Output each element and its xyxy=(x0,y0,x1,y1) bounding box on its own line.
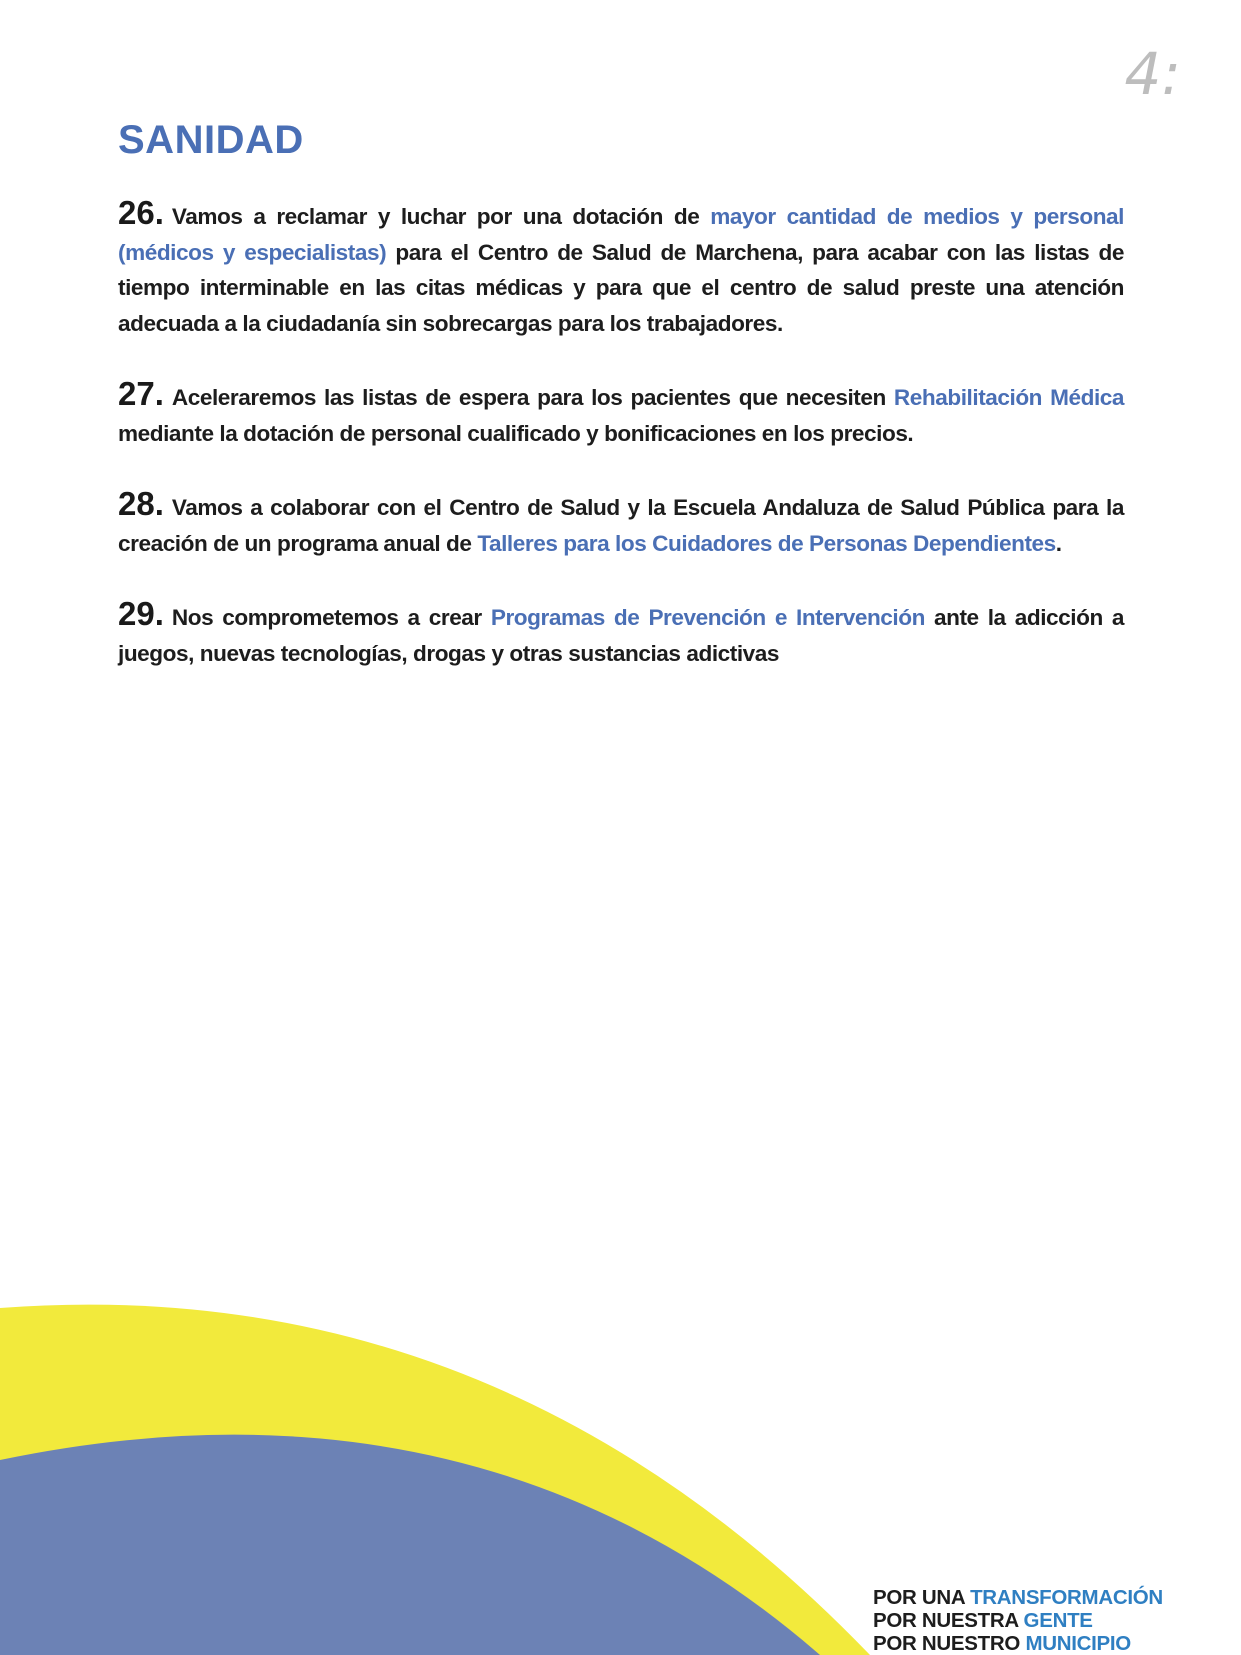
proposal-item-29 xyxy=(118,596,1124,671)
proposal-number: 26. xyxy=(118,194,164,231)
proposal-text: Vamos a reclamar y luchar por una dotación de xyxy=(171,204,711,229)
proposal-text-end: mediante la dotación de personal cualificado y bonificaciones en los precios. xyxy=(118,420,914,446)
proposal-item-27 xyxy=(118,376,1124,451)
proposal-highlight: Talleres para los Cuidadores de Personas Dependientes xyxy=(477,530,1056,556)
proposal-highlight: mayor cantidad de medios y personal (médicos y especialistas) xyxy=(118,204,1124,265)
page-number: 4: xyxy=(1124,40,1181,108)
proposal-text-end: ante la adicción a juegos, nuevas tecnologías, drogas y otras sustancias adictivas xyxy=(118,605,1124,666)
proposal-list xyxy=(118,195,1124,706)
slogan-highlight: TRANSFORMACIÓN xyxy=(970,1586,1163,1609)
slogan-prefix: POR NUESTRA xyxy=(873,1609,1024,1632)
proposal-text: Aceleraremos las listas de espera para los pacientes que necesiten xyxy=(171,385,894,410)
slogan-prefix: POR UNA xyxy=(873,1586,971,1609)
slogan-line xyxy=(873,1609,1163,1632)
slogan-highlight: MUNICIPIO xyxy=(1025,1632,1131,1655)
proposal-item-28 xyxy=(118,486,1124,561)
proposal-number: 28. xyxy=(118,485,164,522)
slogan xyxy=(873,1586,1163,1655)
proposal-text: Nos comprometemos a crear xyxy=(171,605,491,630)
proposal-text-end: . xyxy=(1055,530,1062,556)
slogan-highlight: GENTE xyxy=(1023,1609,1093,1632)
proposal-text: Vamos a colaborar con el Centro de Salud y la Escuela Andaluza de Salud Pública para la creación de un programa anual de xyxy=(118,495,1124,556)
section-title: SANIDAD xyxy=(118,118,304,162)
slogan-prefix: POR NUESTRO xyxy=(873,1632,1026,1655)
slogan-line xyxy=(873,1632,1163,1655)
proposal-text-end: para el Centro de Salud de Marchena, para acabar con las listas de tiempo interminable en las citas médicas y para que el centro de salud preste una atención adecuada a la ciudadanía sin sobrecargas para los trabajadores. xyxy=(118,239,1124,336)
proposal-number: 29. xyxy=(118,595,164,632)
proposal-highlight: Programas de Prevención e Intervención xyxy=(490,605,925,630)
slogan-line xyxy=(873,1586,1163,1609)
proposal-highlight: Rehabilitación Médica xyxy=(893,385,1124,410)
proposal-number: 27. xyxy=(118,375,164,412)
proposal-item-26 xyxy=(118,195,1124,341)
